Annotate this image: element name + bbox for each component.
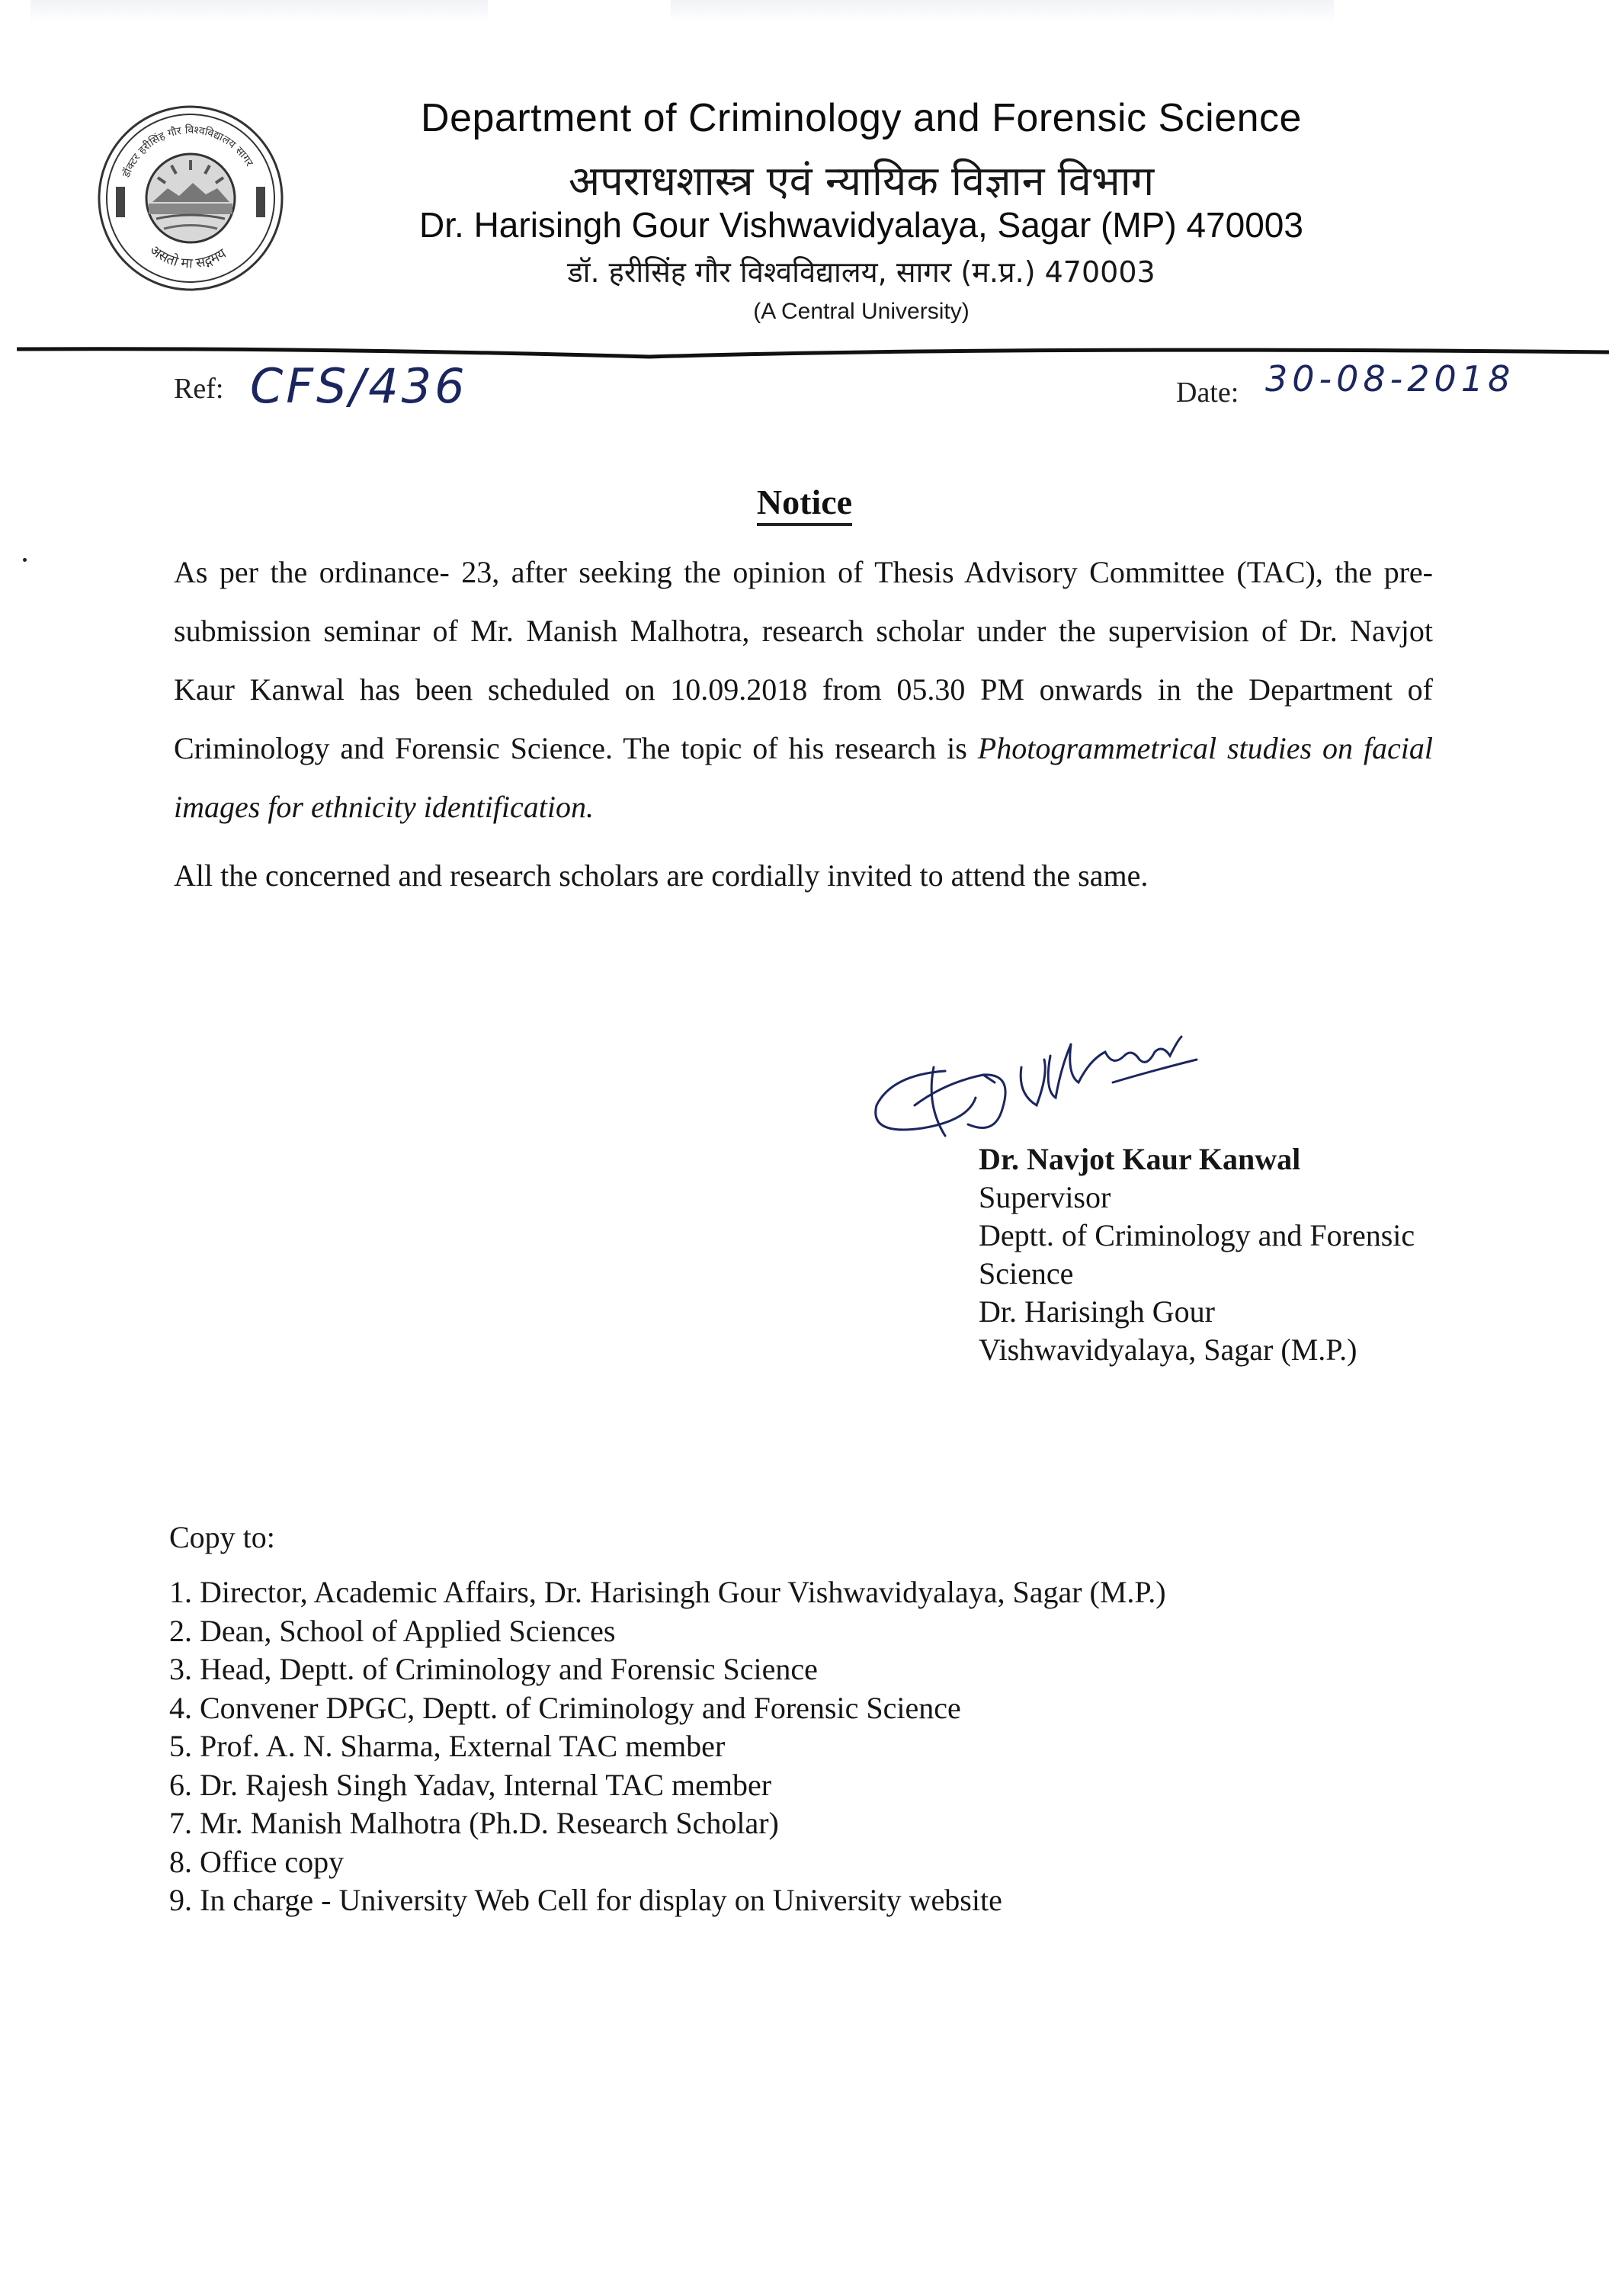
date-value: 30-08-2018 [1265, 358, 1515, 399]
seal-motto: असतो मा सद्गमय [146, 242, 229, 272]
signatory-designation: Supervisor [979, 1180, 1111, 1214]
copy-to-item: 5. Prof. A. N. Sharma, External TAC member [169, 1729, 726, 1763]
invitation-text: All the concerned and research scholars are cordially invited to attend the same. [174, 858, 1149, 893]
signatory-university-line-2: Vishwavidyalaya, Sagar (M.P.) [979, 1332, 1357, 1367]
scan-artifact-right [671, 0, 1334, 23]
copy-to-list [169, 1573, 1166, 1920]
department-name-hindi: अपराधशास्त्र एवं न्यायिक विज्ञान विभाग [568, 157, 1155, 205]
university-name-english: Dr. Harisingh Gour Vishwavidyalaya, Sagar (MP) 470003 [419, 205, 1303, 245]
copy-to-item: 7. Mr. Manish Malhotra (Ph.D. Research Scholar) [169, 1806, 779, 1840]
letterhead-divider [17, 342, 1609, 360]
copy-to-item: 9. In charge - University Web Cell for display on University website [169, 1883, 1002, 1917]
university-name-hindi: डॉ. हरीसिंह गौर विश्वविद्यालय, सागर (म.प्र.) 470003 [567, 255, 1155, 289]
copy-to-item: 2. Dean, School of Applied Sciences [169, 1613, 616, 1648]
ref-label: Ref: [174, 373, 224, 405]
signatory-department-line-2: Science [979, 1256, 1074, 1291]
notice-main-text: As per the ordinance- 23, after seeking the opinion of Thesis Advisory Committee (TAC), the pre-submission seminar of Mr. Manish Malhotra, research scholar under the supervision of Dr. Navjot Kaur Kanwal has been scheduled on 10.09.2018 from 05.30 PM onwards in the Department of Criminology and Forensic Science. The topic of his research is [174, 555, 1433, 765]
svg-text:डॉक्टर हरीसिंह गौर विश्वविद्या: डॉक्टर हरीसिंह गौर विश्वविद्यालय सागर [120, 123, 255, 180]
signatory-name: Dr. Navjot Kaur Kanwal [979, 1142, 1301, 1176]
copy-to-item: 1. Director, Academic Affairs, Dr. Harisingh Gour Vishwavidyalaya, Sagar (M.P.) [169, 1575, 1166, 1609]
date-label: Date: [1176, 377, 1239, 409]
handwritten-signature-icon [861, 983, 1319, 1143]
copy-to-item: 3. Head, Deptt. of Criminology and Forensic Science [169, 1652, 818, 1686]
scan-artifact-left [30, 0, 488, 23]
notice-heading [0, 482, 1609, 522]
signatory-university-line-1: Dr. Harisingh Gour [979, 1294, 1215, 1329]
copy-to-heading: Copy to: [169, 1520, 275, 1554]
svg-text:असतो मा सद्गमय [146, 242, 229, 272]
copy-to-item: 6. Dr. Rajesh Singh Yadav, Internal TAC member [169, 1767, 772, 1802]
signatory-block [979, 1140, 1415, 1369]
copy-to-item: 8. Office copy [169, 1844, 345, 1879]
signatory-department-line-1: Deptt. of Criminology and Forensic [979, 1218, 1415, 1252]
notice-title-text: Notice [757, 483, 852, 526]
copy-to-item: 4. Convener DPGC, Deptt. of Criminology and Forensic Science [169, 1690, 961, 1725]
research-topic: Photogrammetrical studies on facial images for ethnicity identification. [174, 731, 1434, 824]
university-seal-icon [95, 103, 286, 293]
margin-mark [23, 558, 27, 562]
department-name-english: Department of Criminology and Forensic Science [421, 96, 1302, 140]
university-status: (A Central University) [753, 299, 970, 324]
notice-paragraph [174, 543, 1433, 836]
ref-number: CFS/436 [250, 358, 468, 414]
